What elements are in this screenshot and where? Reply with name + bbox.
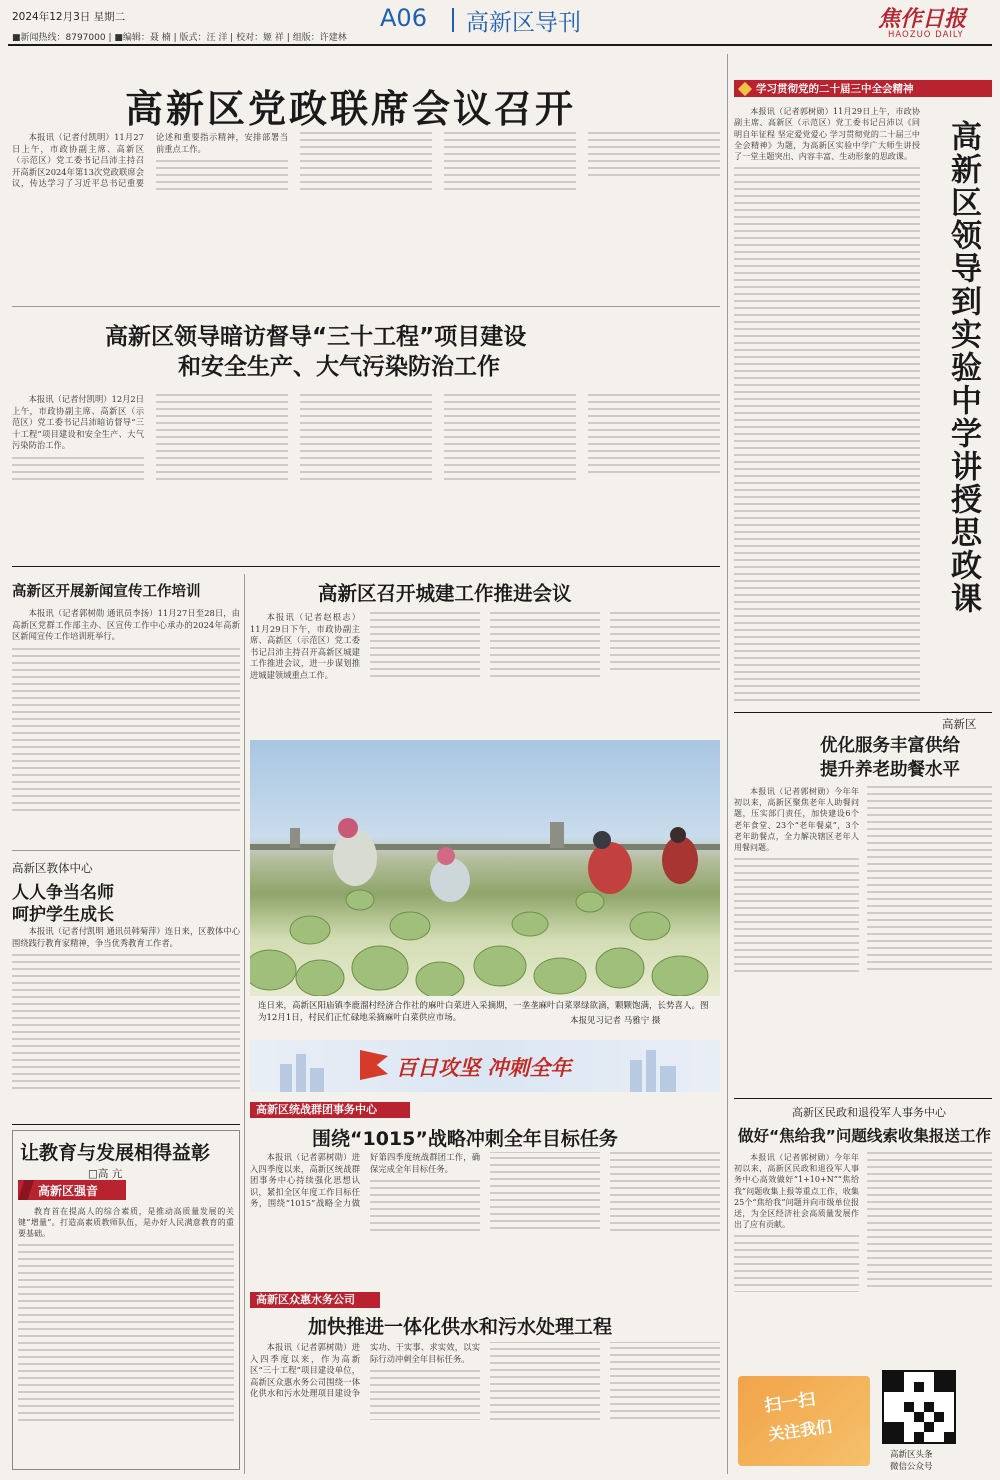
- a10-lead: 本报讯（记者郭树勋）今年年初以来，高新区民政和退役军人事务中心高效做好“1+10+N”“焦给我”问题收集上报等重点工作，收集25个“焦给我”问题并向市级单位报送，为全区经济社会高质量发展作出了应有贡献。: [734, 1153, 859, 1230]
- a2-lead: 本报讯（记者付凯明）12月2日上午，市政协副主席、高新区（示范区）党工委书记吕沛暗访督导“三十工程”项目建设和安全生产、大气污染防治工作。: [12, 394, 144, 451]
- a5-headline-1: 人人争当名师: [12, 883, 114, 903]
- divider: [12, 850, 240, 851]
- masthead: [0, 0, 1000, 42]
- a8-body: [734, 106, 920, 702]
- a2-body: [12, 394, 720, 554]
- a6-body: [250, 1152, 720, 1280]
- a10-body: [734, 1152, 992, 1358]
- a9-body: [734, 786, 992, 1090]
- a11-headline: 让教育与发展相得益彰: [20, 1142, 211, 1164]
- divider: [12, 306, 720, 307]
- column-separator: [244, 574, 245, 1474]
- a4-headline: 高新区开展新闻宣传工作培训: [12, 584, 201, 600]
- a10-headline: 做好“焦给我”问题线索收集报送工作: [738, 1127, 991, 1145]
- qr-label-follow: 关注我们: [767, 1416, 834, 1445]
- a2-headline-1: 高新区领导暗访督导“三十工程”项目建设: [105, 324, 527, 350]
- column-separator: [727, 54, 728, 1474]
- issue-date: 2024年12月3日 星期二: [12, 11, 126, 23]
- a8-lead: 本报讯（记者郭树勋）11月29日上午，市政协副主席、高新区（示范区）党工委书记吕沛以《同明自年征程 坚定爱党爱心 学习贯彻党的二十届三中全会精神》为题，为高新区实验中学广大师生讲授了一堂主题突出、内容丰富、生动形象的思政课。: [734, 106, 920, 162]
- a4-body: [12, 608, 240, 838]
- qr-caption-1: 高新区头条: [890, 1450, 933, 1460]
- a11-body: [18, 1206, 234, 1464]
- a5-headline-2: 呵护学生成长: [12, 905, 114, 925]
- qr-code-icon[interactable]: [882, 1370, 956, 1444]
- a1-lead: 本报讯（记者付凯明）11月27日上午，市政协副主席、高新区（示范区）党工委书记吕沛主持召开高新区2024年第13次党政联席会议，传达学习了习近平总书记重要论述和重要指示精神，安排部署当前重点工作。: [12, 132, 288, 189]
- a8-section-bar: [734, 80, 992, 97]
- a5-body: [12, 926, 240, 1122]
- a8-section-label: 学习贯彻党的二十届三中全会精神: [756, 83, 914, 95]
- a6-lead: 本报讯（记者郭树勋）进入四季度以来，高新区统战群团事务中心持续强化思想认识，紧扣全区年度工作目标任务，围绕“1015”战略全力做好第四季度统战群团工作，确保完成全年目标任务。: [250, 1152, 480, 1209]
- photo-caption: 连日来，高新区阳庙镇李鹿溜村经济合作社的麻叶白菜进入采摘期，一垄垄麻叶白菜翠绿欲滴，颗颗饱满，长势喜人。图为12月1日，村民们正忙碌地采摘麻叶白菜供应市场。: [258, 1001, 709, 1023]
- a9-kicker: 高新区: [942, 717, 977, 731]
- a10-kicker: 高新区民政和退役军人事务中心: [792, 1106, 946, 1119]
- masthead-rule: [8, 44, 992, 46]
- divider: [734, 712, 992, 713]
- a7-body: [250, 1342, 720, 1470]
- qr-promo: [734, 1366, 992, 1474]
- a6-section-bar: 高新区统战群团事务中心: [250, 1102, 410, 1118]
- qr-code-pattern: [884, 1372, 954, 1442]
- page-divider: [452, 8, 454, 32]
- badge-slash-icon: [18, 1180, 34, 1200]
- a3-headline: 高新区召开城建工作推进会议: [318, 582, 572, 605]
- a9-headline-1: 优化服务丰富供给: [820, 736, 960, 756]
- newspaper-logo: 焦作日报: [878, 6, 967, 32]
- a5-kicker: 高新区教体中心: [12, 861, 93, 875]
- a6-headline: 围绕“1015”战略冲刺全年目标任务: [312, 1128, 618, 1150]
- a2-headline-2: 和安全生产、大气污染防治工作: [178, 354, 500, 380]
- a3-body: [250, 612, 720, 732]
- divider: [734, 1098, 992, 1099]
- qr-caption-2: 微信公众号: [890, 1462, 933, 1472]
- a8-vertical-headline: 高新区领导到实验中学讲授思政课: [945, 120, 981, 615]
- staff-credits: ■新闻热线：8797000 | ■编辑：聂 楠 | 版式：汪 洋 | 校对：姬 祥 | 组版：许建林: [12, 33, 347, 43]
- a9-headline-2: 提升养老助餐水平: [820, 760, 960, 780]
- page-number: A06: [380, 4, 427, 32]
- a5-lead: 本报讯（记者付凯明 通讯员韩菊萍）连日来，区教体中心围绕践行教育家精神，争当优秀教育工作者。: [12, 926, 240, 948]
- a7-section-bar: 高新区众惠水务公司: [250, 1292, 380, 1308]
- a3-lead: 本报讯（记者赵根志）11月29日下午，市政协副主席、高新区（示范区）党工委书记吕沛主持召开高新区城建工作推进会议，进一步谋划推进城建领域重点工作。: [250, 612, 360, 680]
- campaign-banner: [250, 1040, 720, 1092]
- news-photo: [250, 740, 720, 996]
- cabbage-harvest-illustration: [250, 740, 720, 996]
- a7-lead: 本报讯（记者郭树勋）进入四季度以来，作为高新区“三十工程”项目建设单位，高新区众惠水务公司围绕一体化供水和污水处理项目建设争实功、干实事、求实效，以实际行动冲刺全年目标任务。: [250, 1342, 480, 1399]
- newspaper-logo-en: HAOZUO DAILY: [888, 30, 964, 40]
- divider: [12, 566, 720, 567]
- qr-label-scan: 扫一扫: [763, 1389, 817, 1417]
- divider: [12, 1124, 240, 1125]
- a1-body: [12, 132, 720, 224]
- a1-headline: 高新区党政联席会议召开: [125, 87, 577, 131]
- a11-badge-label: 高新区强音: [38, 1183, 99, 1198]
- a11-column-badge: [18, 1180, 126, 1200]
- a11-body-text: 教育首在提高人的综合素质，是推动高质量发展的关键“增量”。打造高素质教师队伍，是办好人民满意教育的重要基础。: [18, 1207, 234, 1238]
- a4-lead: 本报讯（记者郭树勋 通讯员李扬）11月27日至28日，由高新区党群工作部主办、区宣传工作中心承办的2024年高新区新闻宣传工作培训班举行。: [12, 608, 240, 642]
- a7-headline: 加快推进一体化供水和污水处理工程: [308, 1316, 613, 1338]
- a9-lead: 本报讯（记者郭树勋）今年年初以来，高新区聚焦老年人助餐问题，压实部门责任，加快建设6个老年食堂、23个“老年餐桌”，3个老年助餐点，全力解决辖区老年人用餐问题。: [734, 787, 859, 853]
- a11-author: □高 亢: [88, 1168, 123, 1180]
- photo-credit: 本报见习记者 马雅宁 摄: [570, 1016, 661, 1026]
- section-title: 高新区导刊: [466, 10, 581, 36]
- banner-text: 百日攻坚 冲刺全年: [396, 1056, 572, 1080]
- bar-diamond-icon: [738, 81, 752, 95]
